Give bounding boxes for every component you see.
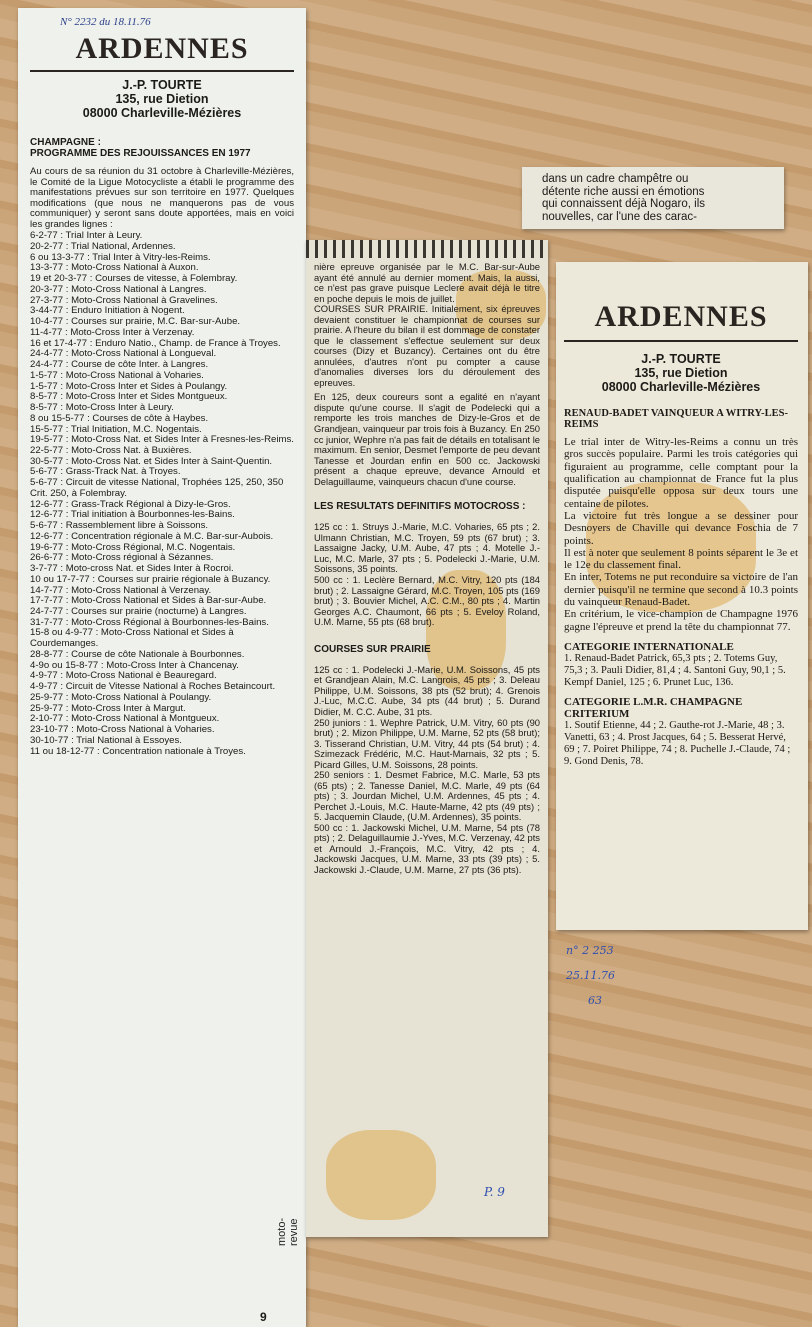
event-item: 8-5-77 : Moto-Cross Inter et Sides Montgueux. (30, 391, 228, 403)
event-item: 15-8 ou 4-9-77 : Moto-Cross National et Sides à Courdemanges. (30, 627, 234, 650)
event-item: 10-4-77 : Courses sur prairie, M.C. Bar-sur-Aube. (30, 316, 241, 328)
author-name: J.-P. TOURTE (641, 352, 721, 366)
category-lmr-title: CATEGORIE L.M.R. CHAMPAGNE CRITERIUM (564, 696, 743, 721)
handwritten-issue-note: N° 2232 du 18.11.76 (60, 16, 151, 28)
author-address (564, 352, 798, 394)
event-item: 25-9-77 : Moto-Cross Inter à Margut. (30, 702, 186, 714)
event-item: 6 ou 13-3-77 : Trial Inter à Vitry-les-Reims. (30, 251, 211, 263)
event-item: 19-6-77 : Moto-Cross Régional, M.C. Nogentais. (30, 541, 236, 553)
intro-paragraph: Au cours de sa réunion du 31 octobre à Charleville-Mézières, le Comité de la Ligue Motocycliste a établi le programme des manifestations prévues sur son territoire en 1977. Quelques modifications (que nous ne manquerons pas de vous communiquer) y seront sans doute apportées, mais en voici les grandes lignes : (30, 166, 294, 230)
event-item: 8-5-77 : Moto-Cross Inter à Leury. (30, 402, 174, 414)
article-body (564, 436, 798, 633)
event-item: 15-5-77 : Trial Initiation, M.C. Nogentais. (30, 423, 202, 435)
event-item: 11 ou 18-12-77 : Concentration nationale à Troyes. (30, 745, 246, 757)
masthead: ARDENNES (594, 300, 768, 333)
margin-note-line3: 63 (588, 994, 602, 1007)
clipping-championship-programme (18, 8, 306, 1327)
event-item: 4-9o ou 15-8-77 : Moto-Cross Inter à Chancenay. (30, 659, 239, 671)
margin-note-line1: n° 2 253 (566, 944, 614, 957)
event-item: 31-7-77 : Moto-Cross Régional à Bourbonnes-les-Bains. (30, 616, 269, 628)
event-item: 20-3-77 : Moto-Cross National à Langres. (30, 283, 207, 295)
masthead: ARDENNES (75, 32, 249, 65)
event-item: 16 et 17-4-77 : Enduro Natio., Champ. de France à Troyes. (30, 337, 281, 349)
event-item: 19-5-77 : Moto-Cross Nat. et Sides Inter à Fresnes-les-Reims. (30, 434, 294, 446)
prairie-500: 500 cc : 1. Jackowski Michel, U.M. Marne, 54 pts (78 pts) ; 2. Delaguillaumie J.-Yves, M.C. Verzenay, 42 pts et Arnould J.-François, M.C. Vitry, 42 pts ; 4. Jackowski Jacques, U.M. Marne, 33 pts (39 pts) ; 5. Jackowski J.-Claude, U.M. Marne, 27 pts (36 pts). (314, 821, 540, 875)
author-name: J.-P. TOURTE (122, 78, 202, 92)
event-item: 30-10-77 : Trial National à Essoyes. (30, 734, 182, 746)
results-intro: nière epreuve organisée par le M.C. Bar-sur-Aube ayant été annulé au dernier moment. Mais, la aussi, ce n'est pas grave puisque Leclere avait déjà le titre en poche depuis le mois de juillet. (314, 261, 540, 304)
page-number: 9 (260, 1310, 267, 1324)
category-international-title: CATEGORIE INTERNATIONALE (564, 641, 734, 654)
prairie-250-juniors: 250 juniors : 1. Wephre Patrick, U.M. Vitry, 60 pts (90 brut) ; 2. Mizon Philippe, U.M. Marne, 52 pts (58 brut); 3. Tisserand Christian, U.M. Vitry, 44 pts (54 brut) ; 4. Szimezack Frédéric, M.C. Haut-Marnais, 32 pts ; 5. Picard Gilles, U.M. Soissons, 28 points. (314, 716, 540, 770)
event-item: 12-6-77 : Concentration régionale à M.C. Bar-sur-Aubois. (30, 530, 274, 542)
event-item: 8 ou 15-5-77 : Courses de côte à Haybes. (30, 412, 209, 424)
section-title-line2: PROGRAMME DES REJOUISSANCES EN 1977 (30, 147, 251, 159)
event-item: 19 et 20-3-77 : Courses de vitesse, à Folembray. (30, 273, 238, 285)
event-item: 1-5-77 : Moto-Cross National à Voharies. (30, 369, 204, 381)
article-paragraph: La victoire fut très longue a se dessiner pour Desnoyers de Chaville qui devance Foschia de 7 points. (564, 509, 798, 547)
prairie-title: COURSES SUR PRAIRIE (314, 643, 431, 655)
results-title: LES RESULTATS DEFINITIFS MOTOCROSS : (314, 501, 526, 513)
event-item: 17-7-77 : Moto-Cross National et Sides à Bar-sur-Aube. (30, 595, 267, 607)
tape-stain (326, 1130, 436, 1220)
article-paragraph: Il est à noter que seulement 8 points séparent le 3e et le 12e du classement final. (564, 546, 798, 572)
prairie-250-seniors: 250 seniors : 1. Desmet Fabrice, M.C. Marle, 53 pts (65 pts) ; 2. Tanesse Daniel, M.C. Marle, 49 pts (64 pts) ; 3. Jourdan Michel, U.M. Ardennes, 45 pts ; 4. Perchet J.-Louis, M.C. Haute-Marne, 42 pts (49 pts) ; 5. Jacquemin Claude, (U.M. Ardennes), 35 points. (314, 769, 540, 823)
event-item: 23-10-77 : Moto-Cross National à Voharies. (30, 724, 215, 736)
event-item: 5-6-77 : Circuit de vitesse National, Trophées 125, 250, 350 Crit. 250, à Folembray. (30, 477, 284, 499)
event-item: 1-5-77 : Moto-Cross Inter et Sides à Poulangy. (30, 380, 228, 392)
magazine-name: moto-revue (276, 1217, 300, 1246)
prairie-detail: En 125, deux coureurs sont a egalité en n'ayant dispute qu'une course. Il s'agit de Podelecki qui a remporte les trois manches de Dizy-le-Gros et de Grandjean, vainqueur par trois fois à Buzancy. En 250 cc junior, Wephre n'a pas fait de détails en totalisant le maximum. En senior, Desmet l'emporte de peu devant Tanesse et Jourdan enfin en 500 cc. Jackowski présent a chaque epreuve, devance Arnould et Delaguillaume, vainqueurs chacun d'une course. (314, 391, 540, 487)
event-item: 28-8-77 : Course de côte Nationale à Bourbonnes. (30, 648, 245, 660)
event-item: 5-6-77 : Rassemblement libre à Soissons. (30, 520, 209, 532)
event-item: 3-7-77 : Moto-cross Nat. et Sides Inter à Rocroi. (30, 563, 234, 575)
clipping-results (306, 240, 548, 1237)
event-item: 24-7-77 : Courses sur prairie (nocturne) à Langres. (30, 605, 247, 617)
clipping-witry-trial (556, 262, 808, 930)
section-title-line1: CHAMPAGNE : (30, 137, 101, 148)
event-item: 25-9-77 : Moto-Cross National à Poulangy. (30, 691, 212, 703)
author-city: 08000 Charleville-Mézières (601, 380, 761, 394)
event-item: 11-4-77 : Moto-Cross Inter à Verzenay. (30, 326, 195, 338)
category-lmr-results: 1. Soutif Etienne, 44 ; 2. Gauthe-rot J.-Marie, 48 ; 3. Vanetti, 63 ; 4. Prost Jacques, 64 ; 5. Besserat Hervé, 69 ; 7. Poiret Philippe, 74 ; 8. Puchelle J.-Claude, 74 ; 9. Gond Denis, 78. (564, 720, 791, 767)
author-street: 135, rue Dietion (115, 92, 209, 106)
author-address (30, 78, 294, 120)
masthead-rule (30, 70, 294, 72)
clipping-fragment-top (522, 167, 784, 229)
article-title: RENAUD-BADET VAINQUEUR A WITRY-LES-REIMS (564, 408, 788, 431)
event-item: 2-10-77 : Moto-Cross National à Montgueux. (30, 713, 220, 725)
event-item: 24-4-77 : Course de côte Inter. à Langres. (30, 359, 209, 371)
event-item: 4-9-77 : Moto-Cross National è Beauregard. (30, 670, 217, 682)
fragment-line-2: détente riche aussi en émotions (542, 185, 705, 198)
article-paragraph: En inter, Totems ne put reconduire sa victoire de l'an dernier puisqu'il ne termine que second à 10.3 points du vainqueur Renaud-Badet. (564, 571, 798, 609)
torn-edge (306, 240, 548, 258)
author-city: 08000 Charleville-Mézières (82, 106, 242, 120)
event-item: 14-7-77 : Moto-Cross National à Verzenay. (30, 584, 212, 596)
event-item: 12-6-77 : Grass-Track Régional à Dizy-le-Gros. (30, 498, 231, 510)
event-item: 3-44-77 : Enduro Initiation à Nogent. (30, 305, 185, 317)
fragment-line-1: dans un cadre champêtre ou (542, 173, 689, 185)
handwritten-margin-note (566, 944, 615, 1007)
article-paragraph: Le trial inter de Witry-les-Reims a connu un très gros succès populaire. Parmi les trois catégories qui figuraient au programme, celle comptant pour la qualification au championnat de France fut la plus disputée puisqu'elle opposa sur deux tours une centaine de pilotes. (564, 436, 798, 510)
fragment-line-4: nouvelles, car l'une des carac- (542, 210, 697, 223)
event-item: 4-9-77 : Circuit de Vitesse National à Roches Betaincourt. (30, 681, 276, 693)
event-item: 12-6-77 : Trial initiation à Bourbonnes-les-Bains. (30, 509, 235, 521)
event-item: 24-4-77 : Moto-Cross National à Longueval. (30, 348, 217, 360)
motocross-500: 500 cc : 1. Leclère Bernard, M.C. Vitry, 120 pts (184 brut) ; 2. Lassaigne Gérard, M.C. Troyen, 105 pts (169 brut) ; 3. Bouvier Michel, A.C. C.M., 80 pts ; 4. Martin Georges A.C. Chaumont, 66 pts ; 5. Eveloy Roland, U.M. Marne, 55 pts (68 brut). (314, 574, 540, 628)
section-title (30, 138, 294, 159)
author-street: 135, rue Dietion (634, 366, 728, 380)
margin-note-line2: 25.11.76 (566, 969, 615, 982)
event-item: 5-6-77 : Grass-Track Nat. à Troyes. (30, 466, 181, 478)
event-item: 26-6-77 : Moto-Cross régional à Sézannes. (30, 552, 214, 564)
handwritten-page-note: P. 9 (484, 1185, 505, 1199)
prairie-intro: COURSES SUR PRAIRIE. Initialement, six épreuves devaient constituer le championnat de courses sur prairie. A l'heure du bilan il est dommage de constater que le classement s'effectue seulement sur deux courses (Dizy et Buzancy). Certaines ont du être annulées, d'autres n'ont pu compter a cause d'anomalies diverses lors du déroulement des epreuves. (314, 303, 540, 388)
masthead-rule (564, 340, 798, 342)
event-item: 30-5-77 : Moto-Cross Nat. et Sides Inter à Saint-Quentin. (30, 455, 273, 467)
article-paragraph: En critérium, le vice-champion de Champagne 1976 gagne l'épreuve et prend la tête du championnat 77. (564, 608, 798, 633)
fragment-line-3: qui connaissent déjà Nogaro, ils (542, 198, 706, 211)
event-item: 6-2-77 : Trial Inter à Leury. (30, 230, 143, 242)
event-item: 20-2-77 : Trial National, Ardennes. (30, 241, 176, 253)
category-international-results: 1. Renaud-Badet Patrick, 65,3 pts ; 2. Totems Guy, 75,3 ; 3. Pauli Didier, 81,4 ; 4. Santoni Guy, 90,1 ; 5. Kempf Daniel, 125 ; 6. Prunet Luc, 136. (564, 653, 786, 688)
event-item: 27-3-77 : Moto-Cross National à Gravelines. (30, 294, 218, 306)
event-item: 22-5-77 : Moto-Cross Nat. à Buxières. (30, 444, 192, 456)
event-item: 13-3-77 : Moto-Cross National à Auxon. (30, 262, 199, 274)
events-list (30, 231, 294, 757)
motocross-125: 125 cc : 1. Struys J.-Marie, M.C. Voharies, 65 pts ; 2. Ulmann Christian, M.C. Troyen, 59 pts (67 brut) ; 3. Lassaigne Jacky, U.M. Aube, 47 pts ; 4. Motelle J.-Luc, M.C. Marle, 37 pts ; 5. Podelecki J.-Marie, U.M. Soissons, 35 points. (314, 521, 540, 575)
prairie-125: 125 cc : 1. Podelecki J.-Marie, U.M. Soissons, 45 pts et Grandjean Alain, M.C. Langrois, 45 pts ; 3. Deleau Philippe, U.M. Soissons, 38 pts (52 brut); 4. Grenois J.-Luc, M.C.C. Aube, 34 pts (44 brut) ; 5. Durand Didier, M. C.C. Aube, 31 pts. (314, 663, 540, 717)
event-item: 10 ou 17-7-77 : Courses sur prairie régionale à Buzancy. (30, 573, 271, 585)
